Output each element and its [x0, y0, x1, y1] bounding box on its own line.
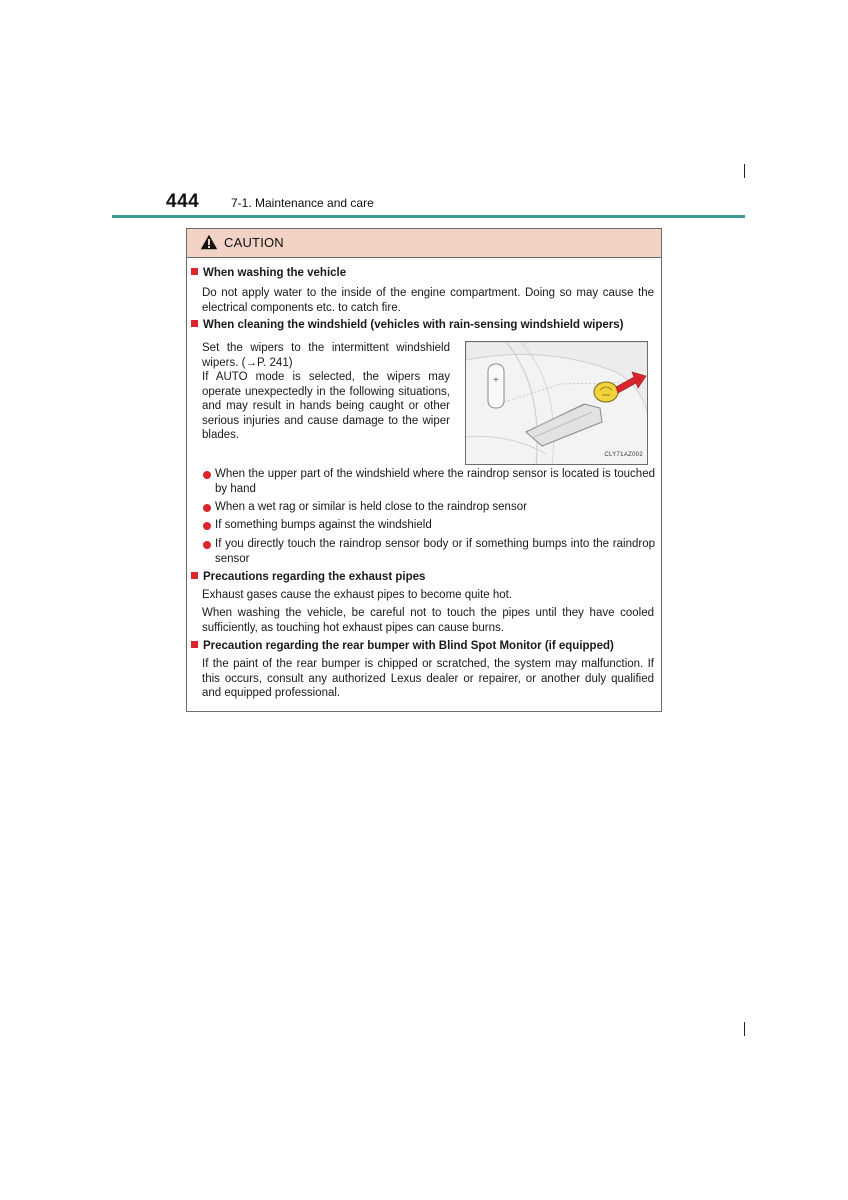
wiper-switch-illustration — [465, 341, 648, 465]
red-dot-bullet-icon — [203, 471, 211, 479]
paragraph-washing: Do not apply water to the inside of the engine compartment. Doing so may cause the electrical components etc. to catch fire. — [202, 287, 654, 314]
bullet-item: When the upper part of the windshield where the raindrop sensor is located is touched by hand — [203, 467, 655, 496]
bullet-item: If something bumps against the windshield — [203, 518, 655, 533]
paragraph-exhaust-hot: Exhaust gases cause the exhaust pipes to become quite hot. — [202, 589, 513, 601]
red-square-bullet-icon — [191, 572, 198, 579]
bullet-item: If you directly touch the raindrop sensor body or if something bumps into the raindrop sensor — [203, 537, 655, 566]
crop-mark-top — [744, 164, 745, 178]
paragraph-auto-mode: If AUTO mode is selected, the wipers may operate unexpectedly in the following situations, and may result in hands being caught or other serious injuries and cause damage to the wiper blades. — [202, 371, 450, 441]
red-square-bullet-icon — [191, 320, 198, 327]
section-heading-bumper: Precaution regarding the rear bumper with Blind Spot Monitor (if equipped) — [191, 639, 614, 654]
figure-code: CLY71AZ002 — [604, 451, 643, 458]
paragraph-bumper: If the paint of the rear bumper is chipped or scratched, the system may malfunction. If this occurs, consult any authorized Lexus dealer or repairer, or another duly qualified and equipped professional. — [202, 658, 654, 699]
paragraph-wiper-setting: Set the wipers to the intermittent windshield wipers. (→P. 241) — [202, 342, 450, 369]
svg-text:+: + — [492, 375, 500, 384]
section-title: 7-1. Maintenance and care — [231, 196, 374, 210]
crop-mark-bottom — [744, 1022, 745, 1036]
red-dot-bullet-icon — [203, 522, 211, 530]
red-square-bullet-icon — [191, 268, 198, 275]
page-number: 444 — [166, 191, 200, 212]
caution-box — [186, 228, 662, 712]
page-header — [0, 188, 848, 220]
red-square-bullet-icon — [191, 641, 198, 648]
caution-content — [187, 229, 661, 711]
red-dot-bullet-icon — [203, 541, 211, 549]
header-rule — [112, 215, 745, 218]
paragraph-exhaust-burns: When washing the vehicle, be careful not to touch the pipes until they have cooled sufficiently, as touching hot exhaust pipes can cause burns. — [202, 607, 654, 634]
section-heading-exhaust: Precautions regarding the exhaust pipes — [191, 570, 425, 585]
red-dot-bullet-icon — [203, 504, 211, 512]
caution-label: CAUTION — [224, 235, 284, 250]
section-heading-washing: When washing the vehicle — [191, 266, 346, 281]
bullet-item: When a wet rag or similar is held close to the raindrop sensor — [203, 500, 655, 515]
section-heading-windshield: When cleaning the windshield (vehicles with rain-sensing windshield wipers) — [191, 318, 623, 333]
